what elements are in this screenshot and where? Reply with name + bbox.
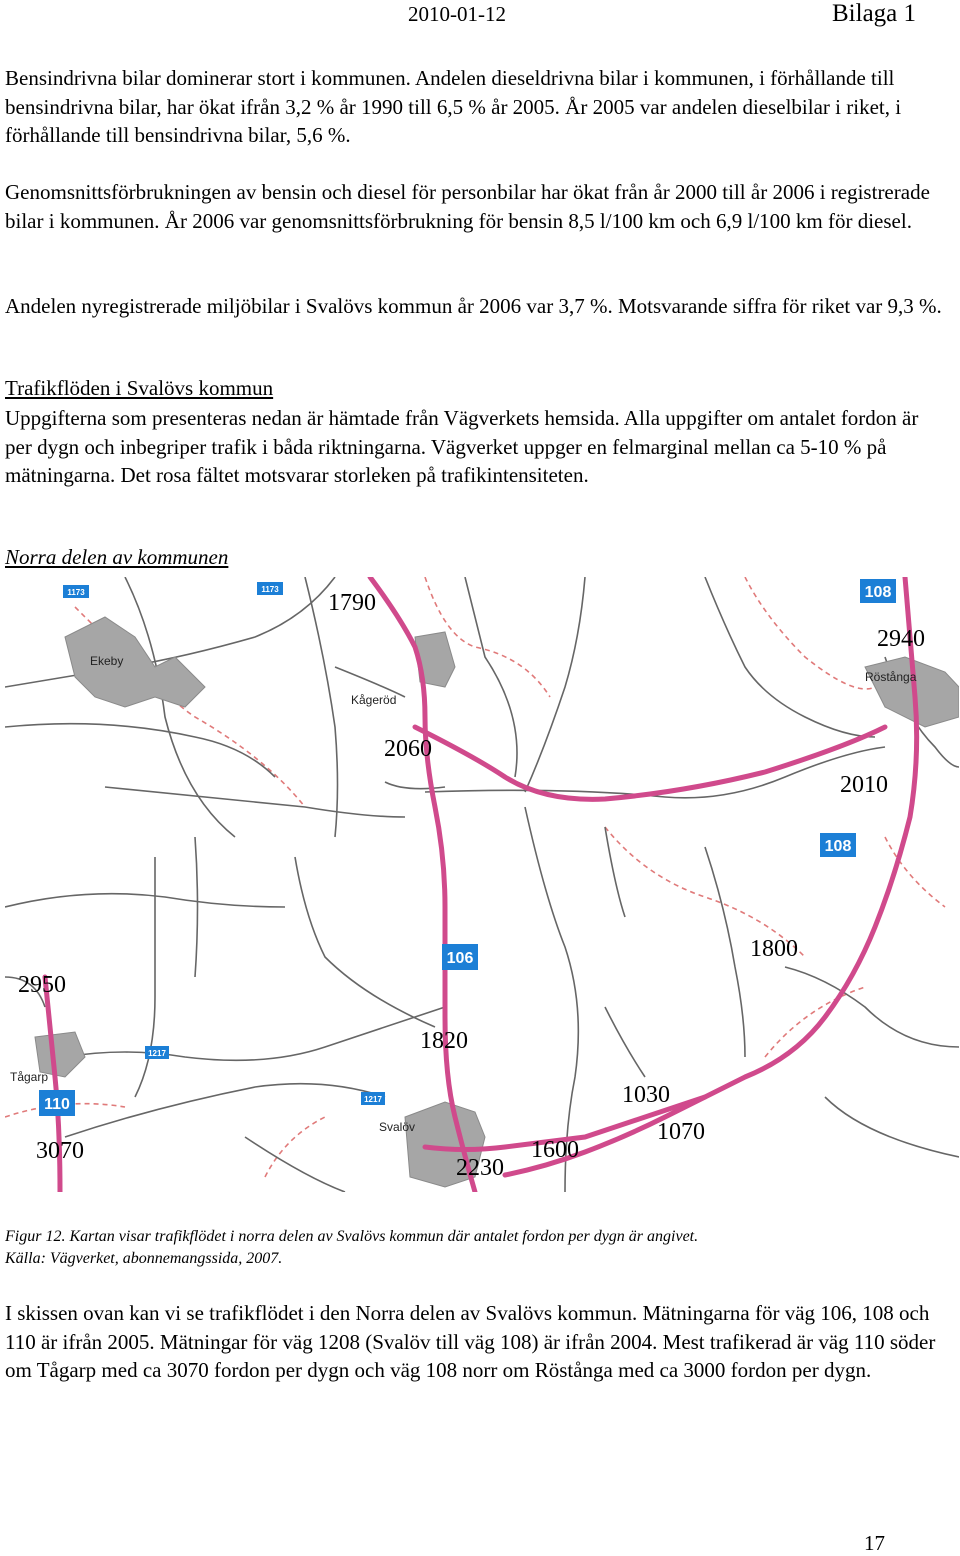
section-title-north: Norra delen av kommunen	[5, 545, 229, 569]
traffic-map-svg	[5, 577, 959, 1192]
shield-108-bottom-text: 108	[824, 838, 852, 855]
traffic-count-1800: 1800	[750, 936, 798, 962]
shield-108-top-text: 108	[864, 584, 892, 601]
header-appendix-label: Bilaga 1	[832, 0, 917, 27]
shield-1217-right-text: 1217	[364, 1095, 382, 1104]
place-tågarp: Tågarp	[10, 1070, 49, 1084]
traffic-count-1030: 1030	[622, 1082, 670, 1108]
paragraph-diesel-share: Bensindrivna bilar dominerar stort i kommunen. Andelen dieseldrivna bilar i kommunen, i förhållande till bensindrivna bilar, har ökat ifrån 3,2 % år 1990 till 6,5 % år 2005. År 2005 var andelen dieselbilar i riket, i förhållande till bensindrivna bilar, 5,6 %.	[5, 66, 902, 147]
traffic-count-1820: 1820	[420, 1028, 468, 1054]
traffic-count-1070: 1070	[657, 1119, 705, 1145]
traffic-count-2230: 2230	[456, 1155, 504, 1181]
shield-106-text: 106	[446, 950, 474, 967]
place-röstånga: Röstånga	[865, 670, 917, 684]
page-number: 17	[864, 1531, 885, 1555]
traffic-count-2060: 2060	[384, 736, 432, 762]
traffic-flow-heading: Trafikflöden i Svalövs kommun	[5, 376, 274, 400]
paragraph-eco-cars: Andelen nyregistrerade miljöbilar i Svalövs kommun år 2006 var 3,7 %. Motsvarande siffra för riket var 9,3 %.	[5, 294, 942, 318]
figure-caption-line1: Figur 12. Kartan visar trafikflödet i norra delen av Svalövs kommun där antalet fordon per dygn är angivet.	[5, 1228, 699, 1245]
place-kageröd: Kågeröd	[351, 693, 397, 707]
shield-1173-right-text: 1173	[261, 585, 279, 594]
paragraph-map-summary: I skissen ovan kan vi se trafikflödet i den Norra delen av Svalövs kommun. Mätningarna för väg 106, 108 och 110 är ifrån 2005. Mätningar för väg 1208 (Svalöv till väg 108) är ifrån 2004. Mest trafikerad är väg 110 söder om Tågarp med ca 3070 fordon per dygn och väg 108 norr om Röstånga med ca 3000 fordon per dygn.	[5, 1301, 936, 1382]
traffic-count-1600: 1600	[531, 1137, 579, 1163]
paragraph-fuel-consumption: Genomsnittsförbrukningen av bensin och diesel för personbilar har ökat från år 2000 till år 2006 i registrerade bilar i kommunen. År 2006 var genomsnittsförbrukning för bensin 8,5 l/100 km och 6,9 l/100 km för diesel.	[5, 180, 930, 233]
shield-1217-left-text: 1217	[148, 1049, 166, 1058]
traffic-count-1790: 1790	[328, 590, 376, 616]
shield-1173-left-text: 1173	[67, 588, 85, 597]
figure-caption	[5, 1226, 945, 1270]
traffic-count-2940: 2940	[877, 626, 925, 652]
traffic-count-3070: 3070	[36, 1138, 84, 1164]
header-date: 2010-01-12	[408, 2, 506, 26]
traffic-count-2010: 2010	[840, 772, 888, 798]
paragraph-traffic-source: Uppgifterna som presenteras nedan är hämtade från Vägverkets hemsida. Alla uppgifter om antalet fordon är per dygn och inbegriper trafik i båda riktningarna. Vägverket uppger en felmarginal mellan ca 5-10 % på mätningarna. Det rosa fältet motsvarar storleken på trafikintensiteten.	[5, 406, 919, 487]
place-ekeby: Ekeby	[90, 654, 124, 668]
traffic-map	[5, 577, 959, 1192]
place-svalöv: Svalöv	[379, 1120, 416, 1134]
traffic-count-2950: 2950	[18, 972, 66, 998]
shield-110-text: 110	[44, 1096, 70, 1113]
figure-caption-source: Källa: Vägverket, abonnemangssida, 2007.	[5, 1250, 283, 1267]
